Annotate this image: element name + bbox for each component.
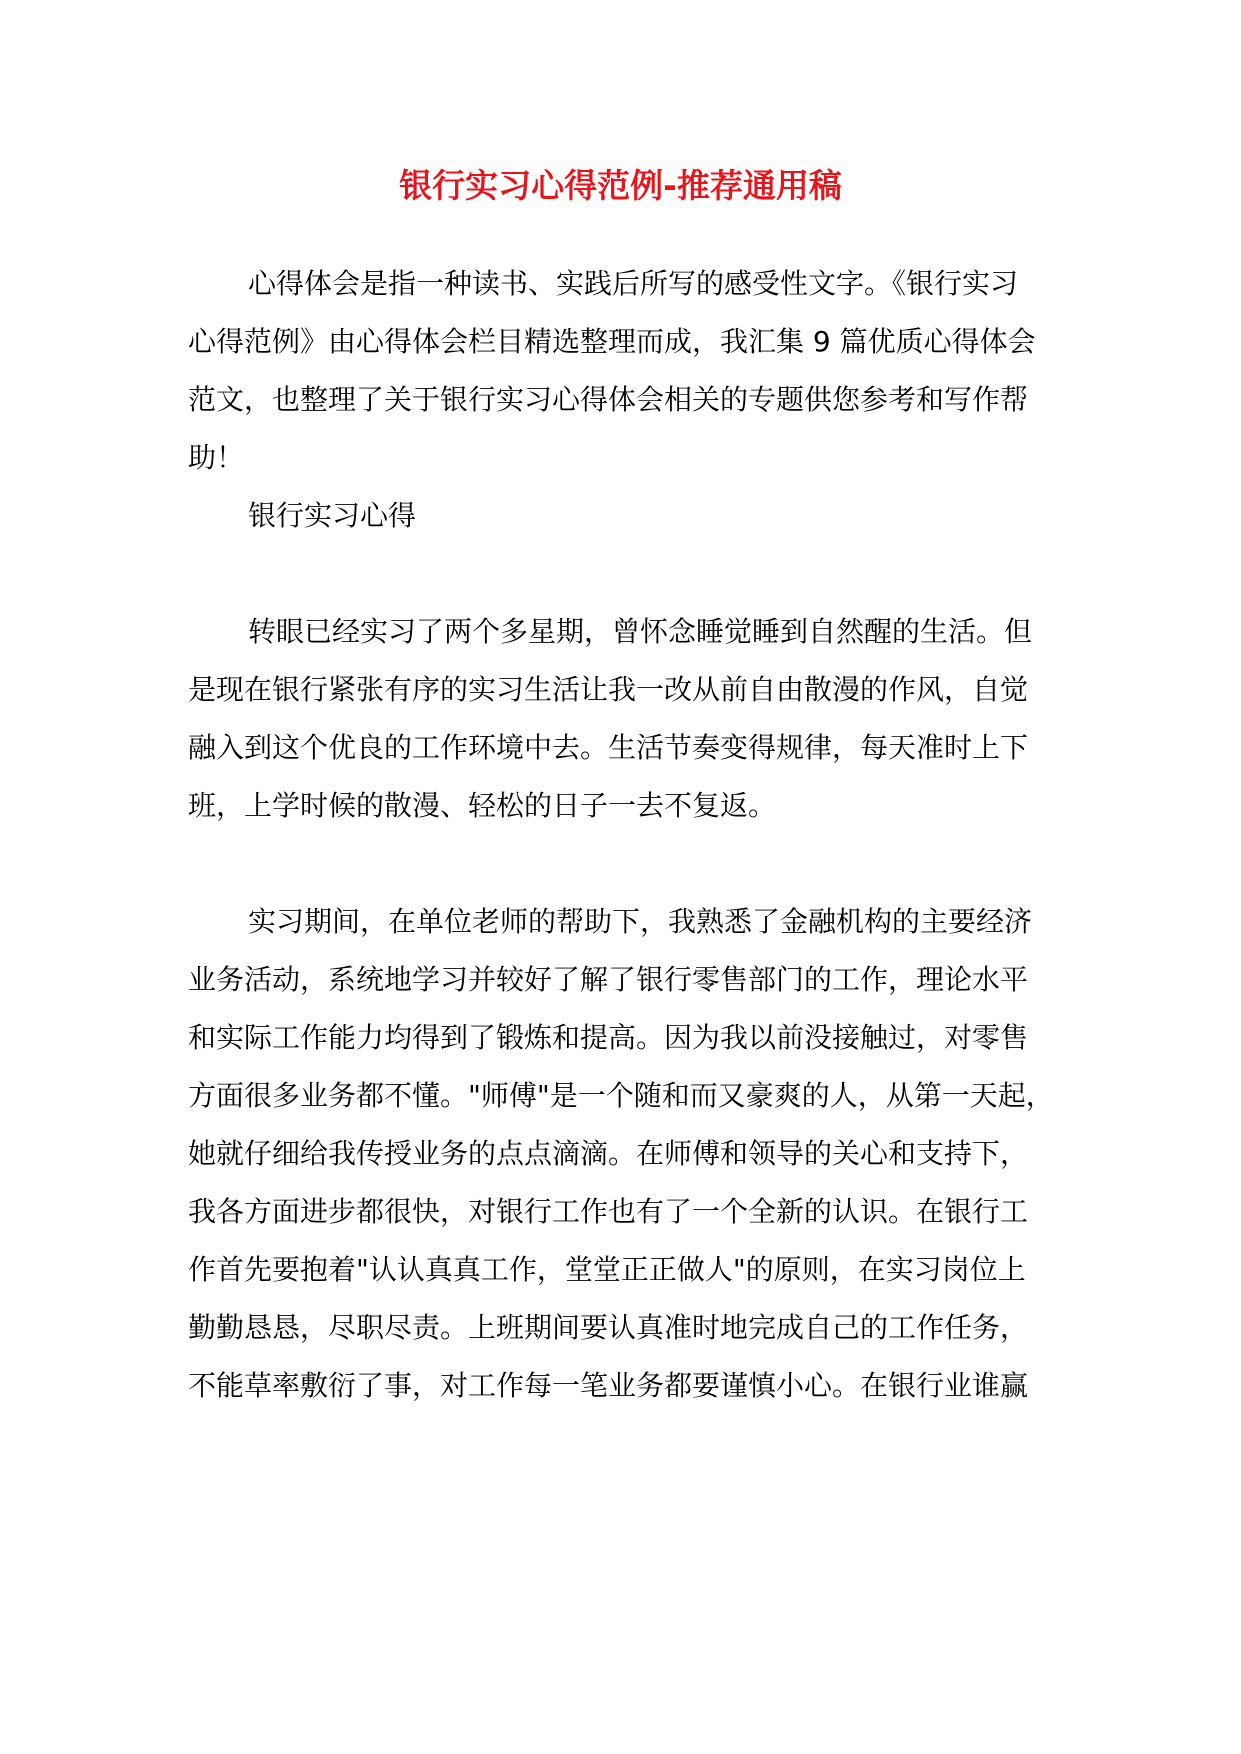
paragraph2-line: 她就仔细给我传授业务的点点滴滴。在师傅和领导的关心和支持下， [188, 1137, 1029, 1170]
paragraph2-line: 方面很多业务都不懂。"师傅"是一个随和而又豪爽的人，从第一天起， [188, 1079, 1054, 1112]
paragraph2-line: 我各方面进步都很快，对银行工作也有了一个全新的认识。在银行工 [188, 1195, 1029, 1228]
paragraph2-line: 作首先要抱着"认认真真工作，堂堂正正做人"的原则，在实习岗位上 [188, 1253, 1026, 1286]
document-title: 银行实习心得范例-推荐通用稿 [399, 166, 842, 205]
paragraph1-line: 班，上学时候的散漫、轻松的日子一去不复返。 [188, 789, 777, 822]
section-heading: 银行实习心得 [248, 499, 417, 532]
intro-line: 心得体会是指一种读书、实践后所写的感受性文字。《银行实习 [248, 267, 1019, 300]
intro-line: 心得范例》由心得体会栏目精选整理而成，我汇集 9 篇优质心得体会 [188, 325, 1036, 358]
paragraph2-line: 实习期间，在单位老师的帮助下，我熟悉了金融机构的主要经济 [248, 905, 1033, 938]
intro-line: 范文，也整理了关于银行实习心得体会相关的专题供您参考和写作帮 [188, 383, 1029, 416]
paragraph2-line: 业务活动，系统地学习并较好了解了银行零售部门的工作，理论水平 [188, 963, 1029, 996]
paragraph1-line: 是现在银行紧张有序的实习生活让我一改从前自由散漫的作风，自觉 [188, 673, 1029, 706]
paragraph2-line: 和实际工作能力均得到了锻炼和提高。因为我以前没接触过，对零售 [188, 1021, 1029, 1054]
paragraph1-line: 转眼已经实习了两个多星期，曾怀念睡觉睡到自然醒的生活。但 [248, 615, 1033, 648]
paragraph2-line: 不能草率敷衍了事，对工作每一笔业务都要谨慎小心。在银行业谁赢 [188, 1369, 1029, 1402]
paragraph1-line: 融入到这个优良的工作环境中去。生活节奏变得规律，每天准时上下 [188, 731, 1029, 764]
intro-line: 助！ [188, 441, 245, 474]
paragraph2-line: 勤勤恳恳，尽职尽责。上班期间要认真准时地完成自己的工作任务， [188, 1311, 1029, 1344]
